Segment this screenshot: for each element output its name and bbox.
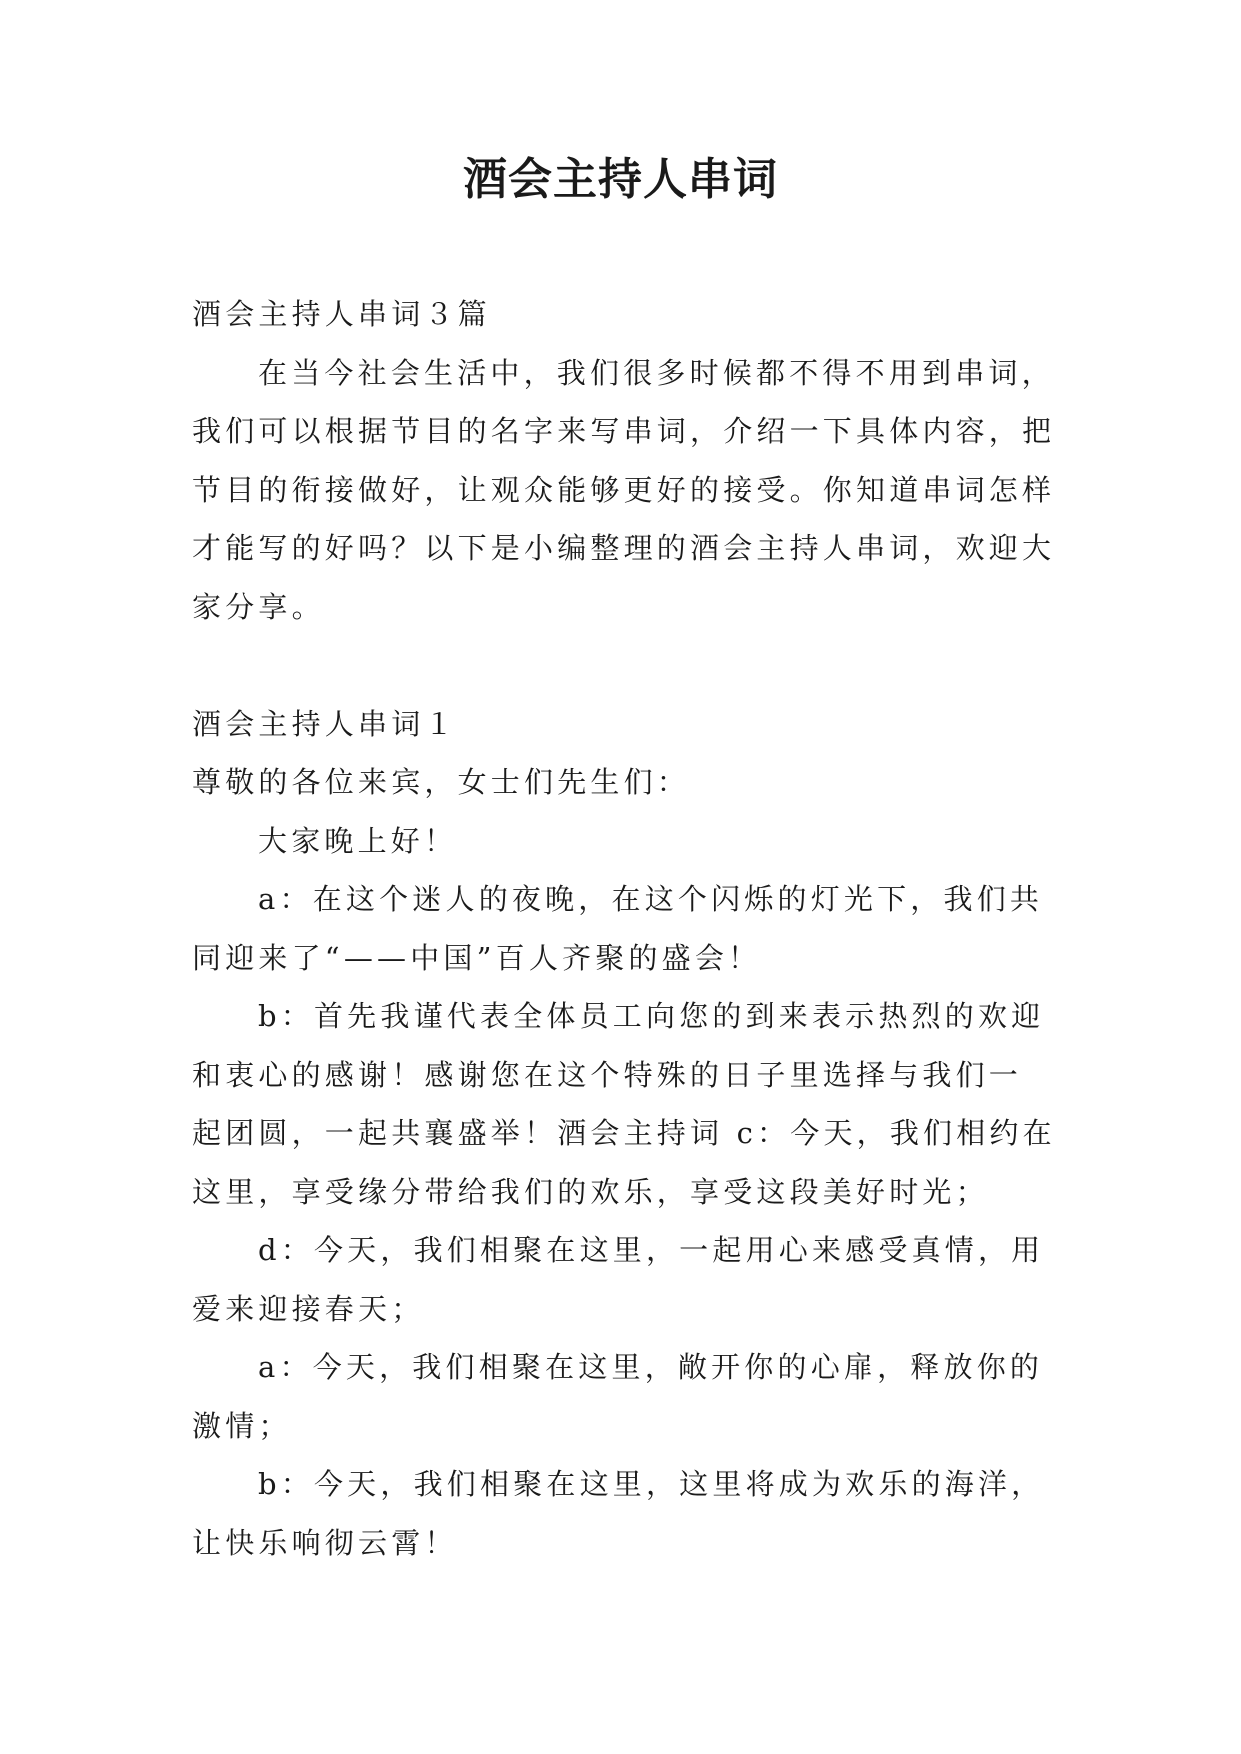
text-line: 节目的衔接做好，让观众能够更好的接受。你知道串词怎样 — [192, 472, 1056, 507]
text-line: 起团圆，一起共襄盛举！酒会主持词 c：今天，我们相约在 — [192, 1116, 1056, 1150]
text-line: 尊敬的各位来宾，女士们先生们： — [192, 765, 691, 799]
text-line: 在当今社会生活中，我们很多时候都不得不用到串词， — [258, 355, 1055, 390]
text-line: 大家晚上好！ — [258, 823, 458, 858]
text-line: 家分享。 — [192, 589, 325, 624]
text-line: b：今天，我们相聚在这里，这里将成为欢乐的海洋， — [258, 1467, 1045, 1501]
text-line: d：今天，我们相聚在这里，一起用心来感受真情，用 — [258, 1233, 1045, 1267]
text-line: a：在这个迷人的夜晚，在这个闪烁的灯光下，我们共 — [258, 882, 1044, 916]
blank-line — [192, 636, 1054, 695]
text-line: 同迎来了“——中国”百人齐聚的盛会！ — [192, 940, 762, 975]
text-line: 酒会主持人串词３篇 — [192, 297, 491, 331]
text-line: b：首先我谨代表全体员工向您的到来表示热烈的欢迎 — [258, 999, 1045, 1033]
text-line: 和衷心的感谢！感谢您在这个特殊的日子里选择与我们一 — [192, 1057, 1023, 1092]
text-line: 我们可以根据节目的名字来写串词，介绍一下具体内容，把 — [192, 414, 1056, 448]
page-title: 酒会主持人串词 — [463, 154, 778, 205]
text-line: 才能写的好吗？以下是小编整理的酒会主持人串词，欢迎大 — [192, 531, 1056, 565]
text-line: 酒会主持人串词１ — [192, 706, 458, 741]
text-line: 爱来迎接春天； — [192, 1291, 425, 1326]
text-line: 让快乐响彻云霄！ — [192, 1525, 458, 1560]
text-line: a：今天，我们相聚在这里，敞开你的心扉，释放你的 — [258, 1350, 1044, 1384]
text-line: 激情； — [192, 1408, 292, 1443]
text-line: 这里，享受缘分带给我们的欢乐，享受这段美好时光； — [192, 1174, 989, 1209]
document-body — [192, 285, 1054, 1572]
